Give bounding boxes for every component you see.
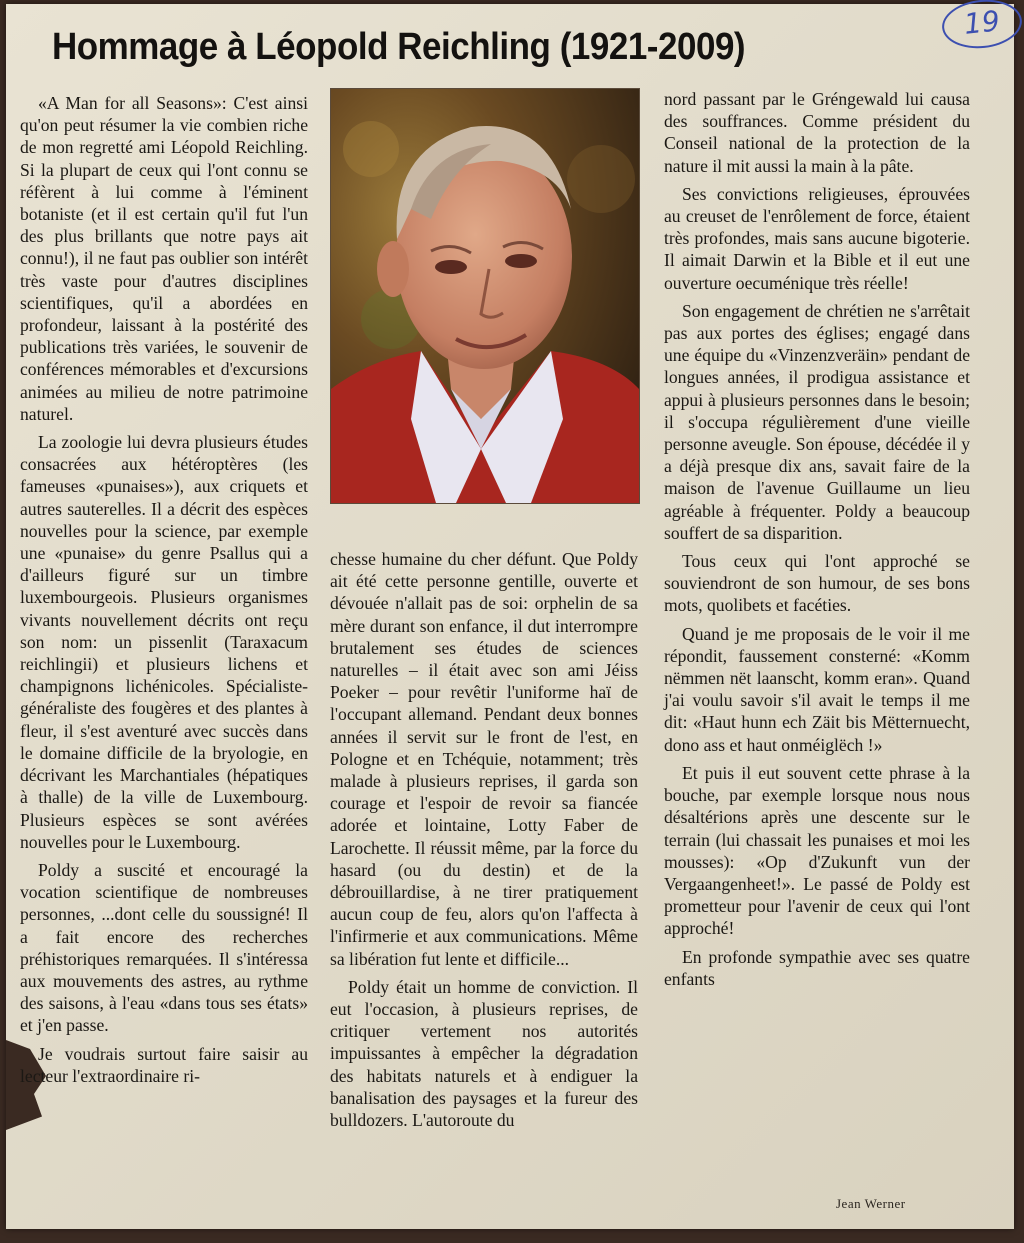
article-column-2	[330, 548, 638, 1137]
paragraph: Son engagement de chrétien ne s'arrêtait pas aux portes des églises; engagé dans une équipe du «Vinzenzveräin» pendant de longues années, il prodigua assistance et appui à plusieurs personnes dans le besoin; il s'occupa régulièrement d'une vieille personne aveugle. Son épouse, décédée il y a déjà presque dix ans, savait faire de la maison de l'avenue Guillaume un lieu agréable à fréquenter. Poldy a beaucoup souffert de sa disparition.	[664, 300, 970, 543]
paragraph: nord passant par le Gréngewald lui causa des souffrances. Comme président du Conseil national de la protection de la nature il mit aussi la main à la pâte.	[664, 89, 970, 176]
article-title: Hommage à Léopold Reichling (1921-2009)	[52, 26, 746, 68]
portrait-photo	[330, 88, 640, 504]
paragraph: Et puis il eut souvent cette phrase à la bouche, par exemple lorsque nous nous désaltérions après une descente sur le terrain (lui chassait les punaises et moi les mousses): «Op d'Zukunft vun der Vergaangenheet!». Le passé de Poldy est prometteur pour l'avenir de ceux qui l'ont approché!	[664, 762, 970, 939]
paragraph: «A Man for all Seasons»: C'est ainsi qu'on peut résumer la vie combien riche de mon regretté ami Léopold Reichling. Si la plupart de ceux qui l'ont connu se réfèrent à lui comme à l'éminent botaniste (et il est certain qu'il fut l'un des plus brillants que notre pays ait connu!), il ne faut pas oublier son intérêt très vaste pour d'autres disciplines scientifiques, qu'il a abordées en profondeur, laissant à la postérité des publications très variées, le souvenir de conférences mémorables et d'excursions animées au milieu de notre patrimoine naturel.	[20, 93, 308, 424]
article-column-3	[664, 88, 970, 996]
paragraph: Poldy a suscité et encouragé la vocation scientifique de nombreuses personnes, ...dont celle du soussigné! Il a fait encore des recherches préhistoriques remarquées. Il s'intéressa aux mouvements des astres, au rythme des saisons, à l'eau «dans tous ses états» et j'en passe.	[20, 859, 308, 1036]
paragraph: Tous ceux qui l'ont approché se souviendront de son humour, de ses bons mots, quolibets et facéties.	[664, 551, 970, 616]
paragraph: Poldy était un homme de conviction. Il eut l'occasion, à plusieurs reprises, de critiquer vertement nos autorités impuissantes à empêcher la dégradation des habitats naturels et à endiguer la banalisation des paysages et la fureur des bulldozers. L'autoroute du	[330, 976, 638, 1131]
paragraph: La zoologie lui devra plusieurs études consacrées aux hétéroptères (les fameuses «punaises»), aux criquets et autres sauterelles. Il a décrit des espèces nouvelles pour la science, par exemple une «punaise» du genre Psallus qui a d'ailleurs figuré sur un timbre luxembourgeois. Plusieurs organismes vivants nouvellement décrits ont reçu son nom: un pissenlit (Taraxacum reichlingii) et plusieurs lichens et champignons lichénicoles. Spécialiste-généraliste des fougères et des plantes à fleur, il s'est aventuré avec succès dans le domaine difficile de la bryologie, en décrivant les Marchantiales (hépatiques à thalle) de la ville de Luxembourg. Plusieurs espèces se sont avérées nouvelles pour le Luxembourg.	[20, 432, 308, 852]
paragraph: Quand je me proposais de le voir il me répondit, faussement consterné: «Komm nëmmen nët laanscht, komm eran». Quand j'ai voulu savoir s'il avait le temps il me dit: «Haut hunn ech Zäit bis Mëtternuecht, dono ass et haut onméiglëch !»	[664, 623, 970, 755]
page-number-mark: 19	[940, 0, 1024, 52]
portrait-illustration	[331, 89, 639, 503]
paragraph: En profonde sympathie avec ses quatre enfants	[664, 946, 970, 989]
article-column-1	[20, 92, 308, 1093]
paragraph: chesse humaine du cher défunt. Que Poldy ait été cette personne gentille, ouverte et dévouée n'allait pas de soi: orphelin de sa mère durant son enfance, il dut interrompre brutalement ses études de sciences naturelles – il était avec son ami Jéiss Poeker – pour revêtir l'uniforme haï de l'occupant allemand. Pendant deux bonnes années il servit sur le front de l'est, en Pologne et en Tchéquie, notamment; très malade à plusieurs reprises, il garda son courage et l'espoir de revoir sa fiancée adorée et lointaine, Lotty Faber de Larochette. Il réussit même, par la force du hasard (ou du destin) et de la débrouillardise, à ne tirer pratiquement aucun coup de feu, alors qu'on l'affecta à l'infirmerie et aux communications. Même sa libération fut lente et difficile...	[330, 549, 638, 969]
paragraph: Je voudrais surtout faire saisir au lecteur l'extraordinaire ri-	[20, 1043, 308, 1086]
paragraph: Ses convictions religieuses, éprouvées au creuset de l'enrôlement de force, étaient très profondes, mais sans aucune bigoterie. Il aimait Darwin et la Bible et il eut une ouverture oecuménique très réelle!	[664, 183, 970, 293]
author-signature: Jean Werner	[836, 1196, 906, 1211]
